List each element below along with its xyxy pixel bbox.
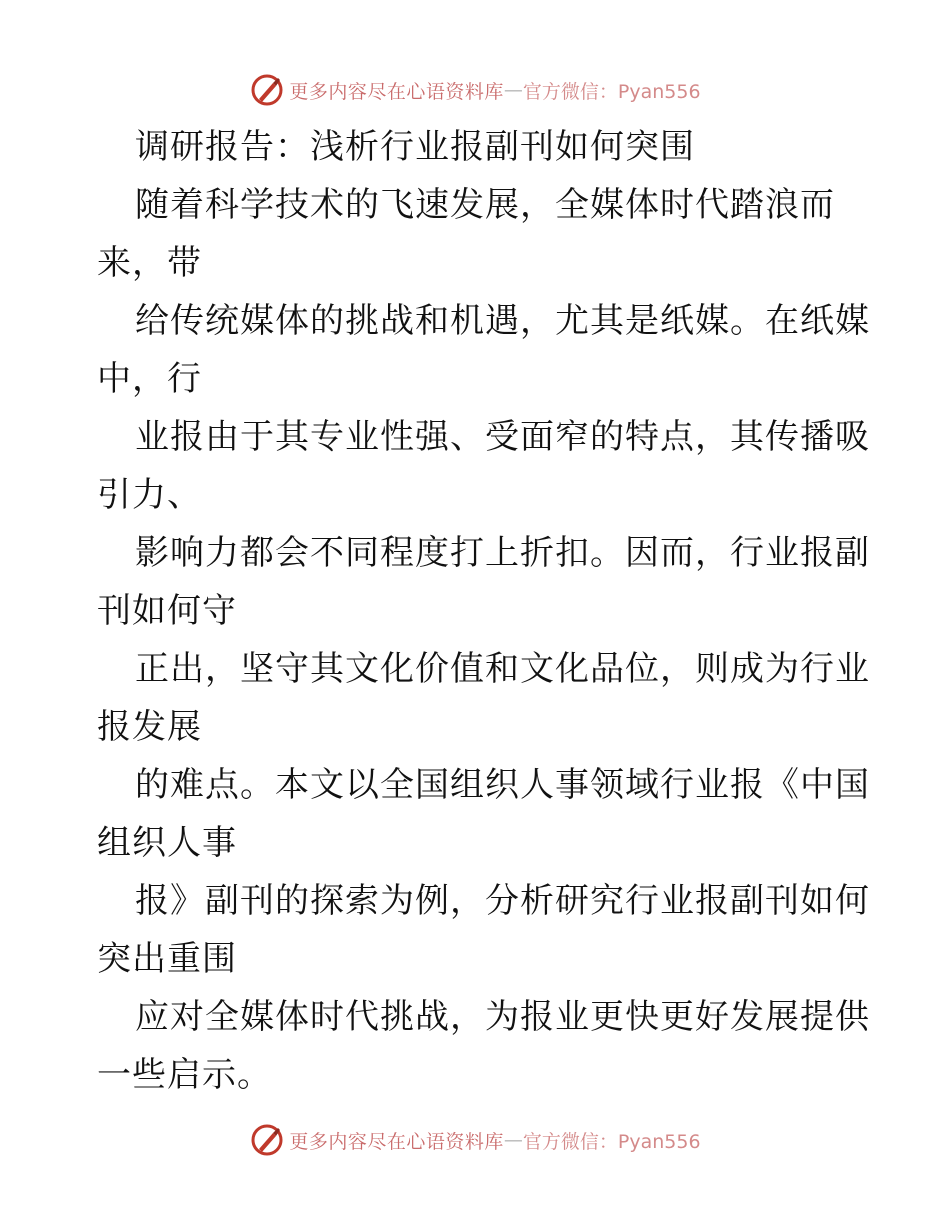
doc-line: 组织人事 xyxy=(97,823,237,863)
watermark-separator: — xyxy=(503,1129,523,1151)
doc-line: 给传统媒体的挑战和机遇，尤其是纸媒。在纸媒 xyxy=(135,301,870,341)
document-body xyxy=(97,118,870,1104)
watermark-site-text: 更多内容尽在心语资料库 xyxy=(289,80,504,103)
doc-line: 随着科学技术的飞速发展，全媒体时代踏浪而 xyxy=(135,185,835,225)
doc-title: 调研报告：浅析行业报副刊如何突围 xyxy=(135,127,695,167)
doc-line: 刊如何守 xyxy=(97,591,237,631)
doc-line: 影响力都会不同程度打上折扣。因而，行业报副 xyxy=(135,533,870,573)
doc-line: 突出重围 xyxy=(97,939,237,979)
header-watermark xyxy=(0,70,950,110)
doc-line: 应对全媒体时代挑战，为报业更快更好发展提供 xyxy=(135,997,870,1037)
pen-logo-icon xyxy=(249,72,285,108)
doc-line: 报发展 xyxy=(97,707,202,747)
doc-line: 业报由于其专业性强、受面窄的特点，其传播吸 xyxy=(135,417,870,457)
pen-logo-icon xyxy=(249,1122,285,1158)
doc-line: 来，带 xyxy=(97,243,202,283)
doc-line: 报》副刊的探索为例，分析研究行业报副刊如何 xyxy=(135,881,870,921)
doc-line: 正出，坚守其文化价值和文化品位，则成为行业 xyxy=(135,649,870,689)
doc-line: 中，行 xyxy=(97,359,202,399)
doc-line: 一些启示。 xyxy=(97,1055,272,1095)
watermark-separator: — xyxy=(503,79,523,101)
doc-line: 的难点。本文以全国组织人事领域行业报《中国 xyxy=(135,765,870,805)
watermark-site-text: 更多内容尽在心语资料库 xyxy=(289,1130,504,1153)
watermark-wechat-text: 官方微信：Pyan556 xyxy=(522,1130,701,1153)
footer-watermark xyxy=(0,1120,950,1160)
doc-line: 引力、 xyxy=(97,475,202,515)
watermark-wechat-text: 官方微信：Pyan556 xyxy=(522,80,701,103)
